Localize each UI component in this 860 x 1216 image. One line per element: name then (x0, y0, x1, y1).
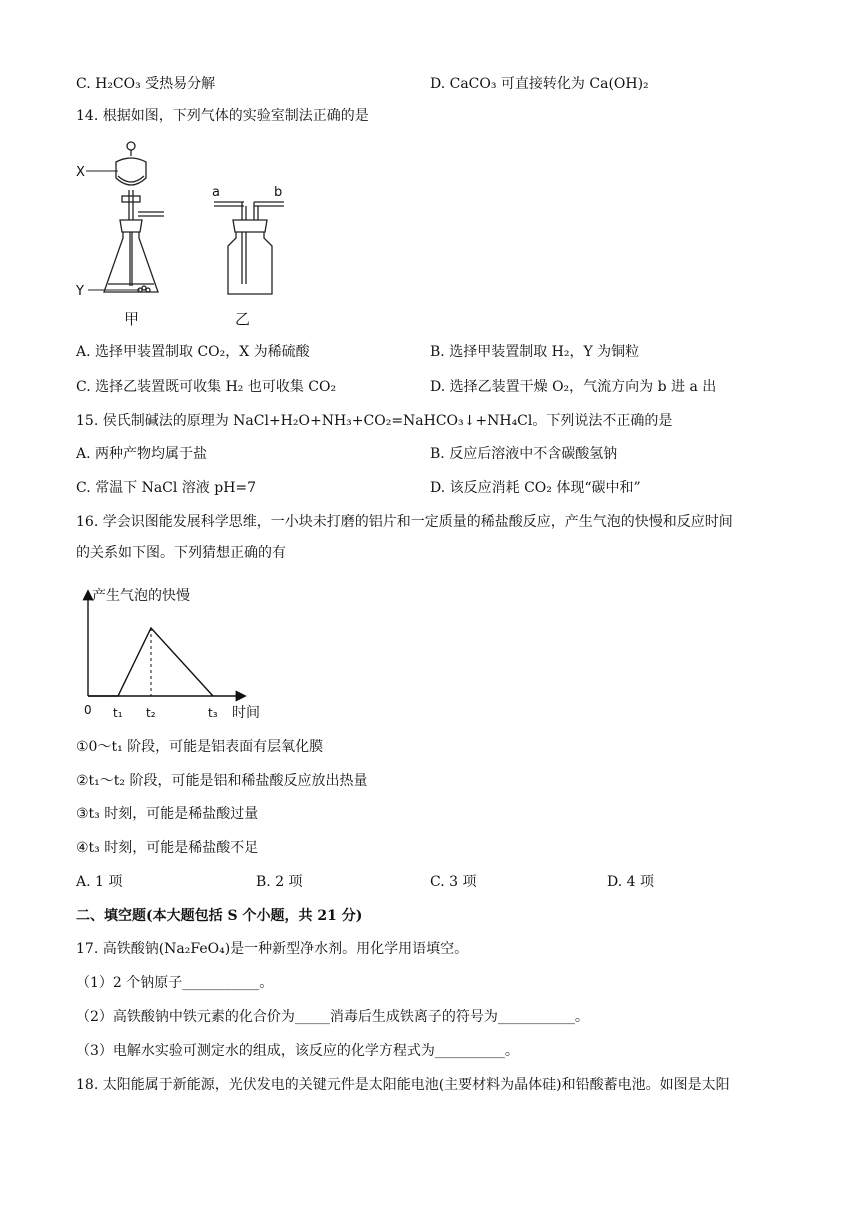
q14-option-c: C. 选择乙装置既可收集 H₂ 也可收集 CO₂ (76, 379, 337, 395)
caption-jia: 甲 (124, 310, 140, 328)
q14-option-d: D. 选择乙装置干燥 O₂，气流方向为 b 进 a 出 (430, 379, 717, 395)
q13-option-d: D. CaCO₃ 可直接转化为 Ca(OH)₂ (430, 76, 649, 92)
label-b: b (274, 185, 283, 200)
y-axis-label: 产生气泡的快慢 (92, 588, 190, 604)
origin-label: 0 (84, 703, 92, 717)
q17-part-3: （3）电解水实验可测定水的组成，该反应的化学方程式为__________。 (76, 1043, 519, 1059)
q16-rate-time-chart (76, 584, 276, 724)
q17-stem: 17. 高铁酸钠(Na₂FeO₄)是一种新型净水剂。用化学用语填空。 (76, 941, 469, 957)
caption-yi: 乙 (235, 310, 251, 328)
q16-stem-line2: 的关系如下图。下列猜想正确的有 (76, 545, 286, 561)
q15-option-d: D. 该反应消耗 CO₂ 体现“碳中和” (430, 480, 641, 496)
q14-stem: 14. 根据如图，下列气体的实验室制法正确的是 (76, 108, 369, 124)
rate-curve (88, 628, 213, 696)
q16-statement-1: ①0～t₁ 阶段，可能是铝表面有层氧化膜 (76, 739, 324, 755)
q17-part-2: （2）高铁酸钠中铁元素的化合价为_____消毒后生成铁离子的符号为___________。 (76, 1009, 589, 1025)
q16-option-b: B. 2 项 (256, 874, 303, 890)
q15-stem: 15. 侯氏制碱法的原理为 NaCl+H₂O+NH₃+CO₂=NaHCO₃↓+NH₄Cl。下列说法不正确的是 (76, 413, 673, 429)
q14-option-b: B. 选择甲装置制取 H₂，Y 为铜粒 (430, 344, 640, 360)
section-2-title: 二、填空题(本大题包括 S 个小题，共 21 分) (76, 908, 363, 924)
q15-option-a: A. 两种产物均属于盐 (76, 446, 208, 462)
q14-apparatus-figure (76, 134, 376, 334)
x-axis-label: 时间 (232, 705, 260, 721)
q16-statement-3: ③t₃ 时刻，可能是稀盐酸过量 (76, 806, 259, 822)
q16-statement-2: ②t₁～t₂ 阶段，可能是铝和稀盐酸反应放出热量 (76, 773, 368, 789)
q16-statement-4: ④t₃ 时刻，可能是稀盐酸不足 (76, 840, 259, 856)
label-x: X (76, 165, 85, 180)
q13-option-c: C. H₂CO₃ 受热易分解 (76, 76, 216, 92)
q16-stem-line1: 16. 学会识图能发展科学思维，一小块未打磨的铝片和一定质量的稀盐酸反应，产生气泡的快慢和反应时间 (76, 514, 733, 530)
x-tick-label: t₂ (146, 706, 156, 720)
label-y: Y (76, 284, 84, 299)
q15-option-b: B. 反应后溶液中不含碳酸氢钠 (430, 446, 618, 462)
x-tick-label: t₃ (208, 706, 218, 720)
q17-part-1: （1）2 个钠原子___________。 (76, 975, 274, 991)
x-tick-label: t₁ (113, 706, 123, 720)
label-a: a (212, 185, 220, 200)
q16-option-c: C. 3 项 (430, 874, 477, 890)
q16-option-a: A. 1 项 (76, 874, 123, 890)
q16-option-d: D. 4 项 (607, 874, 654, 890)
q18-stem: 18. 太阳能属于新能源，光伏发电的关键元件是太阳能电池(主要材料为晶体硅)和铅酸蓄电池。如图是太阳 (76, 1077, 730, 1093)
q14-option-a: A. 选择甲装置制取 CO₂，X 为稀硫酸 (76, 344, 310, 360)
q15-option-c: C. 常温下 NaCl 溶液 pH=7 (76, 480, 257, 496)
